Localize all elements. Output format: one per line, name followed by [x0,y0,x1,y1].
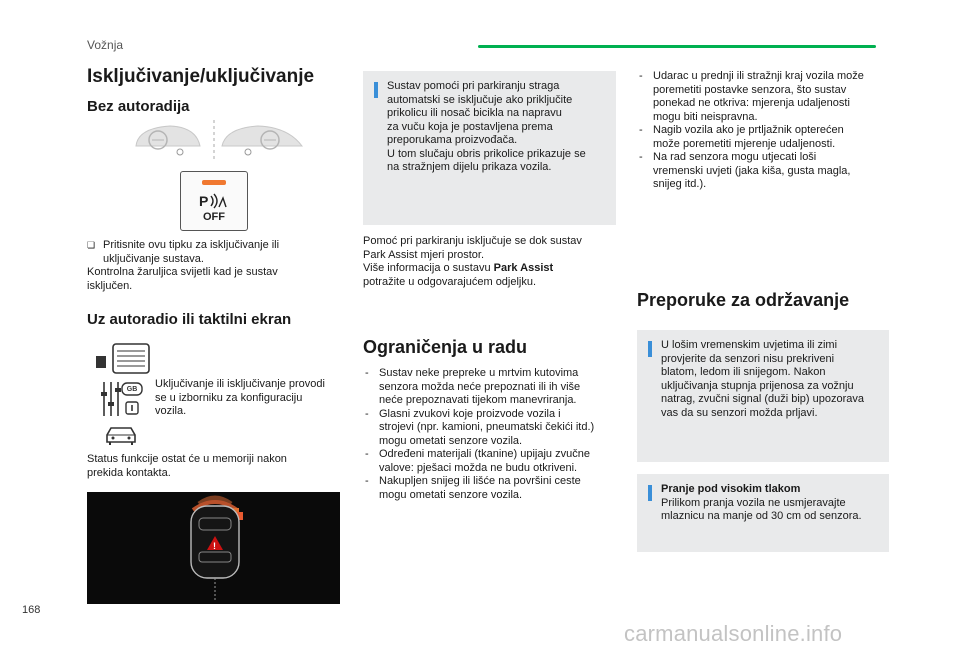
svg-text:P: P [199,193,209,209]
list-line: ponekad ne otkriva: mjerenja udaljenosti [653,97,850,109]
svg-text:!: ! [213,541,216,551]
memory-note [87,453,337,480]
list-line: vremenski uvjeti (jaka kiša, gusta magla, [653,164,851,177]
note-line: Sustav pomoći pri parkiranju straga [387,80,560,92]
car-sensors-illustration [130,118,310,162]
trailer-note-text [387,80,606,175]
note-line: natrag, zvučni signal (duži bip) upozorava [661,393,865,405]
info-marker [374,82,378,98]
press-line2: uključivanje sustava. [103,252,204,265]
para-line4: potražite u odgovarajućem odjeljku. [363,275,537,288]
note-line: U tom slučaju obris prikolice prikazuje se [387,147,586,160]
watermark: carmanualsonline.info [624,621,843,646]
gb-badge: GB [126,386,138,393]
note-line: prikolicu ili nosač bicikla na napravu [387,107,562,119]
config-instruction [155,378,345,419]
list-line: valove: pješaci možda ne budu otkriveni. [379,461,578,474]
config-line2: se u izborniku za konfiguraciju [155,391,303,404]
note-line: preporukama proizvođača. [387,134,518,146]
trailer-info-note [363,71,616,225]
park-assist-link-text: Park Assist [493,262,554,274]
note-line: na stražnjem dijelu prikaza vozila. [387,161,552,173]
maintenance-note-text [661,339,879,420]
list-line: može poremetiti mjerenje udaljenosti. [653,137,836,150]
section-label: Vožnja [87,38,124,52]
list-line: mogu ometati senzore vozila. [379,434,523,447]
note-line: automatski se isključuje ako priključite [387,93,573,106]
info-marker [648,485,652,501]
subtitle-with-radio: Uz autoradio ili taktilni ekran [87,311,292,328]
note-line: provjerite da senzori nisu prekriveni [661,352,835,365]
list-line: strojevi (npr. kamioni, pneumatski čekići itd.) [379,421,595,433]
touchscreen-icon [96,343,152,375]
list-line: - Određeni materijali (tkanine) upijaju zvučne [379,448,590,460]
park-assist-off-button[interactable] [180,171,248,231]
list-item [637,124,887,151]
header-rule [478,45,876,48]
subtitle-no-radio: Bez autoradija [87,98,190,115]
limits-list-continued [637,70,887,192]
list-item [363,448,623,475]
note-line: za vuču koja je postavljena prema [387,120,553,133]
maintenance-note [637,330,889,462]
off-label: OFF [203,211,225,223]
list-line: - Nakupljen snijeg ili lišće na površini ceste [379,475,581,487]
press-instruction [87,239,337,293]
page-number: 168 [22,604,41,616]
indicator-lamp [202,180,226,185]
list-line: - Nagib vozila ako je prtljažnik opterećen [653,124,844,136]
list-line: snijeg itd.). [653,178,707,190]
press-line1: Pritisnite ovu tipku za isključivanje ili [103,239,280,251]
list-item [637,151,887,192]
maintenance-title: Preporuke za održavanje [637,290,850,310]
list-item [363,408,623,449]
wash-title: Pranje pod visokim tlakom [661,483,801,495]
trailer-display-illustration [87,492,340,604]
info-marker [648,341,652,357]
park-assist-paragraph [363,235,618,289]
note-line: U lošim vremenskim uvjetima ili zimi [661,339,838,351]
memory-line1: Status funkcije ostat će u memoriji nakon [87,453,287,465]
list-line: - Udarac u prednji ili stražnji kraj vozila može [653,70,864,82]
pressure-wash-note [637,474,889,552]
note-line: mlaznicu na manje od 30 cm od senzora. [661,510,862,522]
list-line: - Glasni zvukovi koje proizvode vozila i [379,407,561,420]
wash-note-text [661,483,879,524]
lamp-line1: Kontrolna žaruljica svijetli kad je sustav [87,266,278,278]
note-line: blatom, ledom ili snijegom. Nakon [661,366,826,378]
list-line: - Sustav neke prepreke u mrtvim kutovima [379,367,579,379]
para-line2: Park Assist mjeri prostor. [363,248,485,261]
limits-list [363,367,623,502]
para-line3 [363,262,618,276]
config-line3: vozila. [155,405,187,417]
list-line: neće prepoznavati tijekom manevriranja. [379,394,577,406]
note-line: uključivanja stupnja prijenosa za vožnju [661,379,854,392]
list-line: mogu ometati senzore vozila. [379,488,523,501]
para-line3-text: Više informacija o sustavu [363,262,494,274]
note-line: vas da su senzori možda prljavi. [661,406,818,419]
list-line: senzora možda neće prepoznati ili ih više [379,380,581,393]
list-item [363,367,623,408]
para-line1: Pomoć pri parkiranju isključuje se dok sustav [363,235,582,247]
list-line: mogu biti neispravna. [653,110,758,123]
vehicle-icon [104,424,138,446]
note-line: Prilikom pranja vozila ne usmjeravajte [661,496,846,509]
limits-title: Ograničenja u radu [363,337,528,357]
list-item [637,70,887,124]
config-line1: Uključivanje ili isključivanje provodi [155,378,325,390]
list-line: - Na rad senzora mogu utjecati loši [653,151,817,163]
parking-sensor-icon [199,192,229,210]
list-line: poremetiti postavke senzora, što sustav [653,83,847,96]
memory-line2: prekida kontakta. [87,466,171,479]
lamp-line2: isključen. [87,279,133,292]
page-title: Isključivanje/uključivanje [87,66,315,87]
pointer-icon: ❏ [87,240,96,250]
list-item [363,475,623,502]
car-top-view-icon [183,494,247,602]
